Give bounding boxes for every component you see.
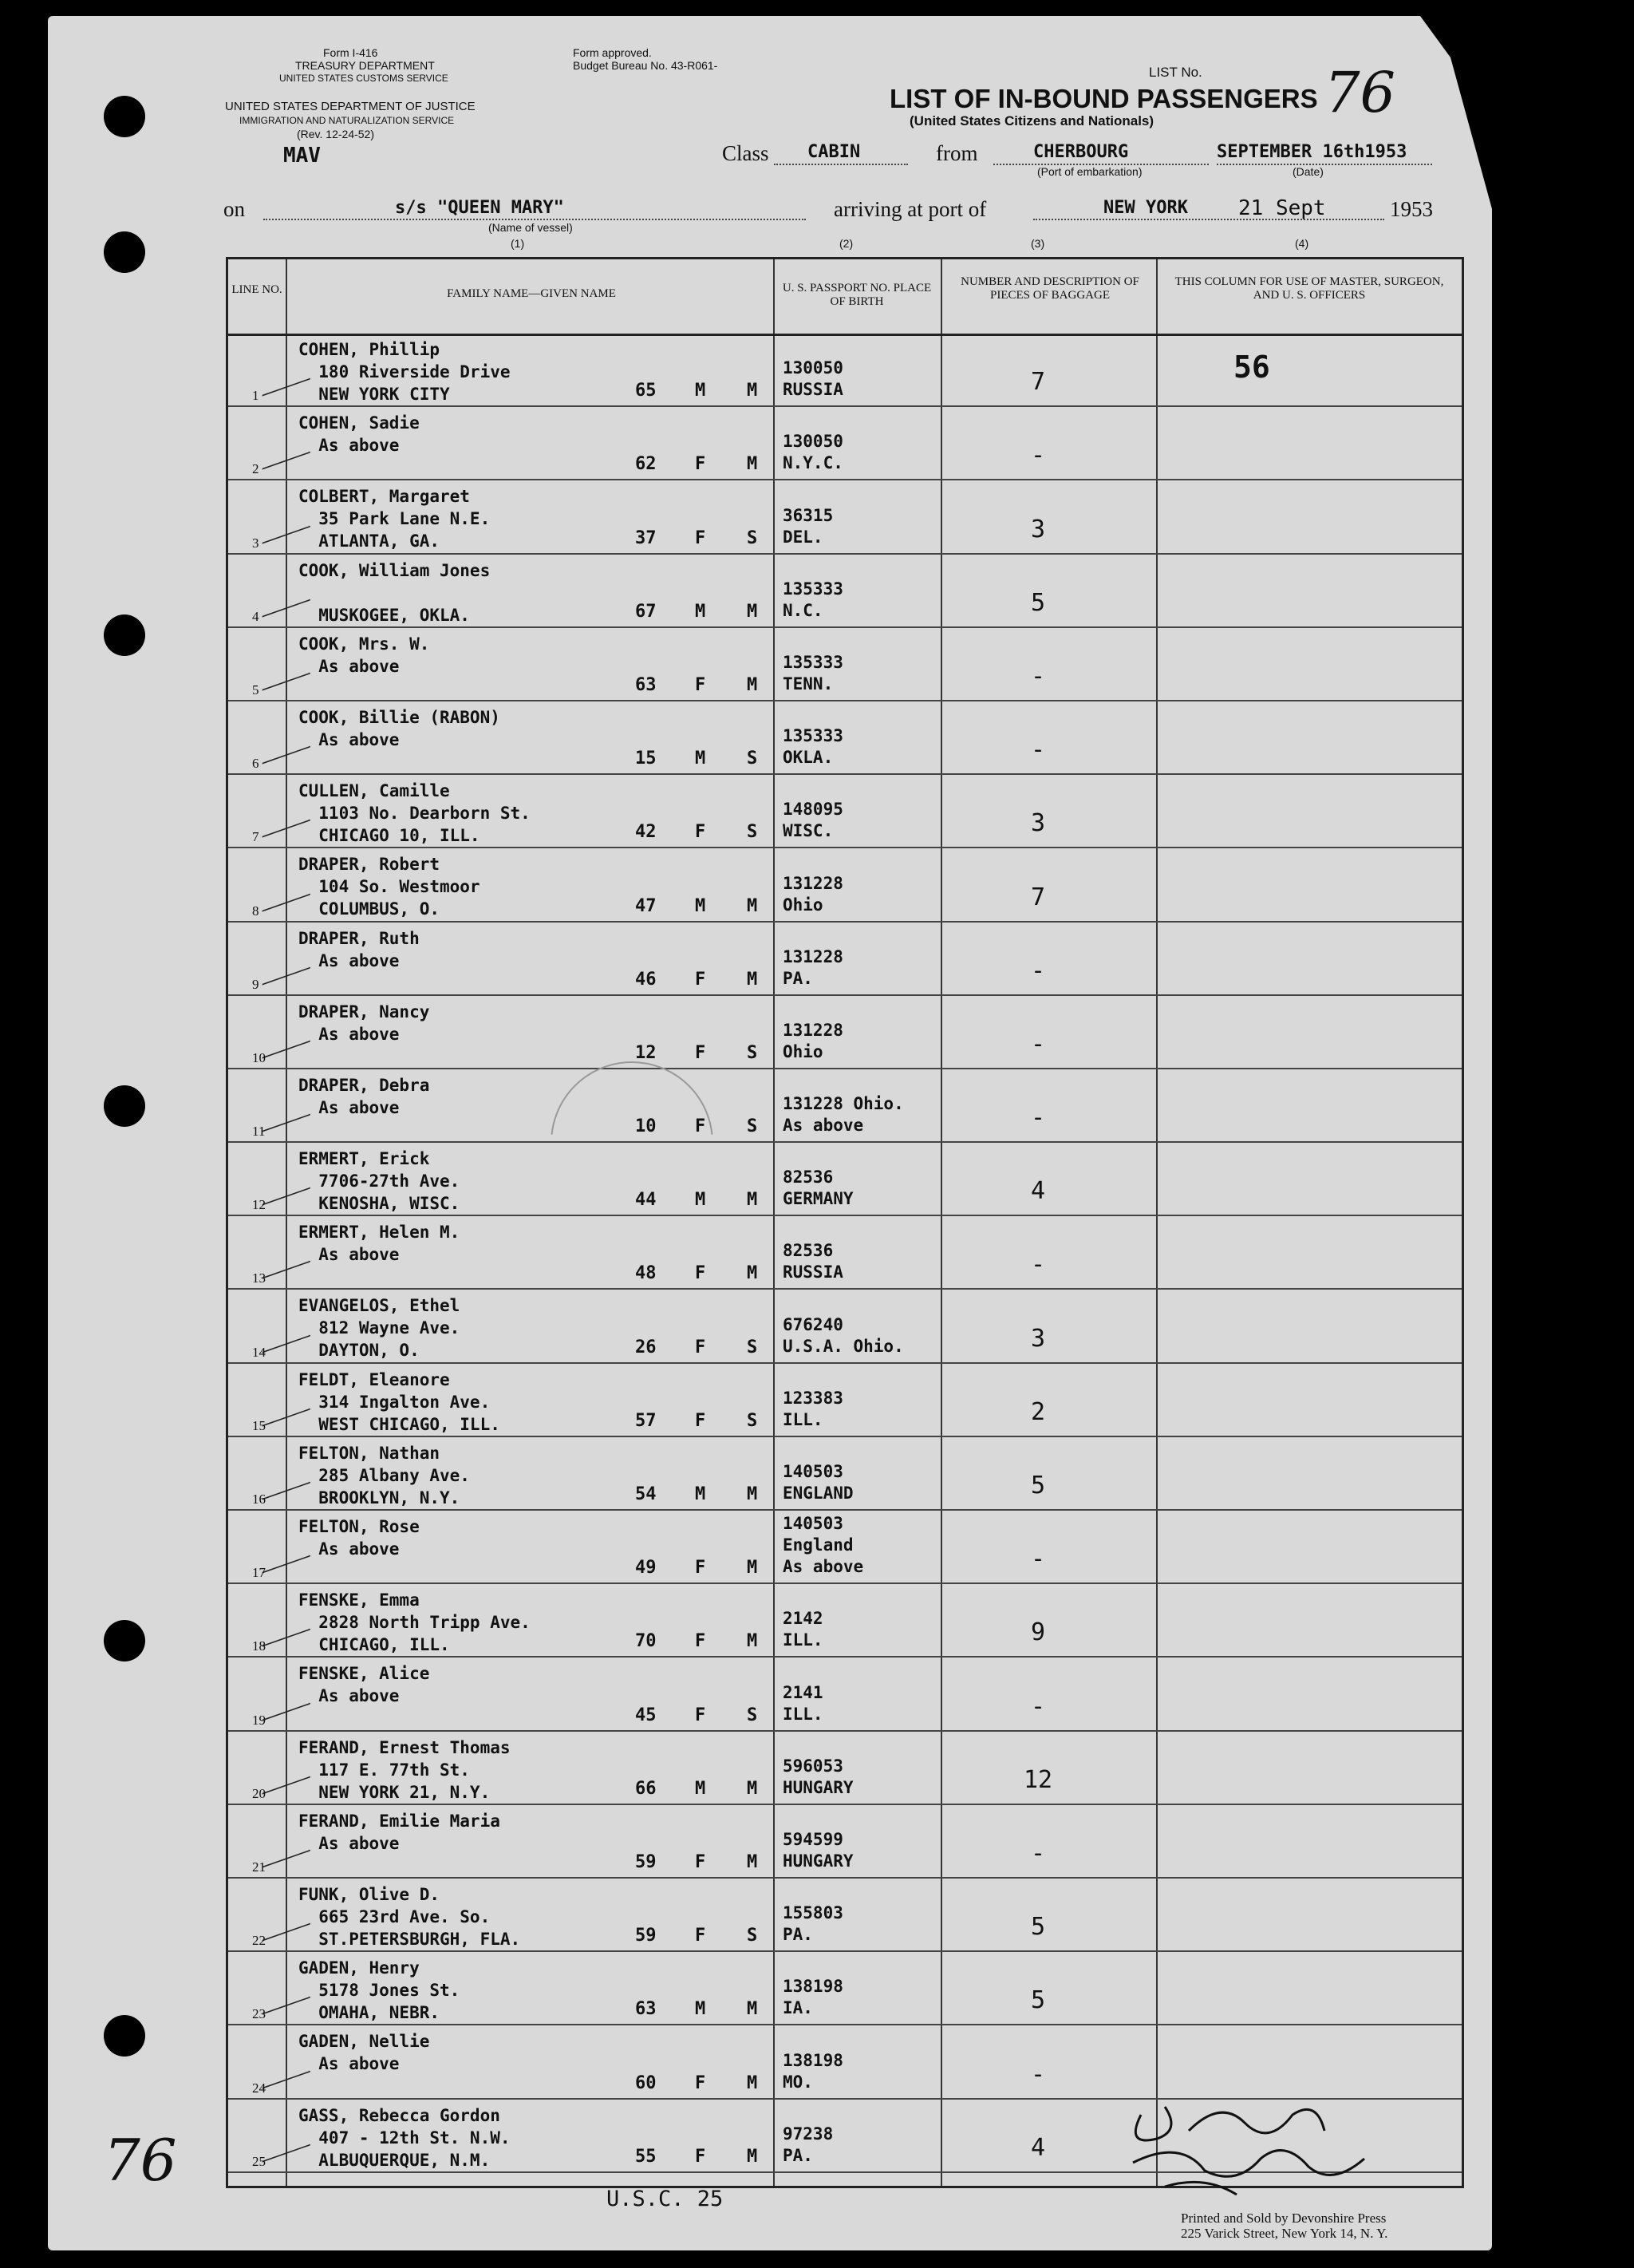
marital-status: S <box>747 1337 758 1357</box>
table-row <box>228 480 1462 554</box>
list-no-label: LIST No. <box>1149 65 1202 80</box>
passport-birthplace: 82536 RUSSIA <box>783 1241 843 1282</box>
marital-status: M <box>747 1631 758 1652</box>
vessel-value: s/s "QUEEN MARY" <box>395 198 564 218</box>
marital-status: S <box>747 1042 758 1063</box>
passenger-name-address: FENSKE, Emma 2828 North Tripp Ave. CHICAGO, ILL. <box>298 1590 531 1655</box>
form-number: Form I-416 <box>323 46 378 59</box>
sex: M <box>695 1999 706 2020</box>
punch-hole <box>104 614 145 656</box>
table-row <box>228 1879 1462 1952</box>
marital-status: M <box>747 1263 758 1284</box>
sex: M <box>695 1484 706 1504</box>
line-number: 3 <box>252 535 259 551</box>
line-number: 22 <box>252 1933 266 1949</box>
passport-birthplace: 123383 ILL. <box>783 1388 843 1429</box>
sex: F <box>695 1410 706 1431</box>
baggage-count: - <box>1030 956 1046 985</box>
line-number: 2 <box>252 461 259 477</box>
col-ref-4: (4) <box>1295 237 1309 250</box>
line-number: 24 <box>252 2080 266 2096</box>
handwritten-page-number: 76 <box>104 2127 177 2194</box>
baggage-count: 4 <box>1030 1177 1046 1206</box>
marital-status: M <box>747 674 758 695</box>
budget-bureau: Budget Bureau No. 43-R061- <box>573 59 718 72</box>
marital-status: M <box>747 895 758 916</box>
marital-status: M <box>747 1558 758 1579</box>
printer-imprint: Printed and Sold by Devonshire Press 225 Varick Street, New York 14, N. Y. <box>1181 2211 1388 2241</box>
passenger-name-address: FELTON, Nathan 285 Albany Ave. BROOKLYN, N.Y. <box>298 1443 470 1507</box>
passenger-name-address: DRAPER, Ruth As above <box>298 928 420 970</box>
table-body <box>228 334 1462 2173</box>
sex: M <box>695 1778 706 1799</box>
customs-service: UNITED STATES CUSTOMS SERVICE <box>279 73 448 84</box>
baggage-count: 5 <box>1030 588 1046 617</box>
sex: M <box>695 1190 706 1211</box>
passenger-table <box>226 257 1464 2188</box>
marital-status: M <box>747 1999 758 2020</box>
treasury-dept: TREASURY DEPARTMENT <box>295 59 435 72</box>
col-ref-3: (3) <box>1031 237 1045 250</box>
sex: F <box>695 1337 706 1357</box>
age: 63 <box>635 674 657 695</box>
age: 37 <box>635 527 657 548</box>
line-number: 21 <box>252 1859 266 1875</box>
baggage-count: 2 <box>1030 1397 1046 1426</box>
passenger-name-address: GASS, Rebecca Gordon 407 - 12th St. N.W. ALBUQUERQUE, N.M. <box>298 2105 511 2170</box>
baggage-count: - <box>1030 662 1046 690</box>
passport-birthplace: 131228 PA. <box>783 946 843 988</box>
baggage-count: 7 <box>1030 883 1046 911</box>
date-line <box>1217 164 1432 165</box>
passport-birthplace: 97238 PA. <box>783 2124 834 2165</box>
sex: M <box>695 601 706 622</box>
passenger-name-address: COHEN, Phillip 180 Riverside Drive NEW YORK CITY <box>298 340 511 404</box>
punch-hole <box>104 1085 145 1127</box>
baggage-count: 7 <box>1030 368 1046 397</box>
passport-birthplace: 2141 ILL. <box>783 1682 823 1724</box>
port-caption: (Port of embarkation) <box>1037 165 1143 178</box>
class-label: Class <box>722 141 769 165</box>
sex: F <box>695 1851 706 1872</box>
passport-birthplace: 138198 IA. <box>783 1977 843 2018</box>
baggage-count: - <box>1030 1104 1046 1132</box>
passport-birthplace: 138198 MO. <box>783 2050 843 2092</box>
marital-status: S <box>747 1116 758 1137</box>
line-number: 13 <box>252 1270 266 1286</box>
passenger-name-address: COOK, William Jones MUSKOGEE, OKLA. <box>298 560 491 625</box>
passenger-name-address: COLBERT, Margaret 35 Park Lane N.E. ATLANTA, GA. <box>298 487 491 551</box>
age: 63 <box>635 1999 657 2020</box>
passport-birthplace: 140503 ENGLAND <box>783 1462 854 1503</box>
baggage-count: 12 <box>1023 1765 1053 1794</box>
marital-status: M <box>747 1851 758 1872</box>
baggage-count: - <box>1030 1545 1046 1574</box>
marital-status: M <box>747 2146 758 2167</box>
baggage-count: 5 <box>1030 1472 1046 1499</box>
th-line-no: LINE NO. <box>231 283 282 296</box>
marital-status: S <box>747 1705 758 1725</box>
list-subtitle: (United States Citizens and Nationals) <box>910 113 1154 128</box>
table-row <box>228 1069 1462 1143</box>
marital-status: S <box>747 1926 758 1946</box>
sex: M <box>695 749 706 769</box>
baggage-count: 3 <box>1030 809 1046 838</box>
passport-birthplace: 676240 U.S.A. Ohio. <box>783 1314 904 1356</box>
vessel-line <box>263 219 806 220</box>
table-row <box>228 334 1462 407</box>
passenger-name-address: DRAPER, Debra As above <box>298 1075 430 1117</box>
passport-birthplace: 594599 HUNGARY <box>783 1829 854 1871</box>
marital-status: S <box>747 1410 758 1431</box>
age: 62 <box>635 454 657 475</box>
passenger-name-address: GADEN, Henry 5178 Jones St. OMAHA, NEBR. <box>298 1958 460 2023</box>
table-row <box>228 1584 1462 1658</box>
marital-status: M <box>747 1190 758 1211</box>
table-row <box>228 1658 1462 1731</box>
passenger-name-address: DRAPER, Robert 104 So. Westmoor COLUMBUS, O. <box>298 855 480 919</box>
form-code: U.S.C. 25 <box>606 2187 724 2211</box>
passenger-name-address: FENSKE, Alice As above <box>298 1664 430 1706</box>
sex: F <box>695 1042 706 1063</box>
passenger-name-address: FERAND, Ernest Thomas 117 E. 77th St. NEW YORK 21, N.Y. <box>298 1737 511 1802</box>
baggage-count: 3 <box>1030 515 1046 543</box>
marital-status: M <box>747 454 758 475</box>
baggage-count: - <box>1030 2060 1046 2088</box>
passenger-name-address: ERMERT, Erick 7706-27th Ave. KENOSHA, WISC. <box>298 1149 460 1214</box>
age: 45 <box>635 1705 657 1725</box>
doj-heading: UNITED STATES DEPARTMENT OF JUSTICE <box>225 100 476 113</box>
col-ref-2: (2) <box>839 237 854 250</box>
list-number-handwritten: 76 <box>1324 60 1396 125</box>
th-officers: THIS COLUMN FOR USE OF MASTER, SURGEON, AND U. S. OFFICERS <box>1174 275 1444 302</box>
on-label: on <box>223 197 245 221</box>
table-row <box>228 1143 1462 1216</box>
age: 59 <box>635 1851 657 1872</box>
marital-status: S <box>747 527 758 548</box>
sex: F <box>695 969 706 990</box>
sex: M <box>695 381 706 401</box>
age: 10 <box>635 1116 657 1137</box>
passenger-name-address: EVANGELOS, Ethel 812 Wayne Ave. DAYTON, O. <box>298 1296 460 1361</box>
sex: M <box>695 895 706 916</box>
age: 44 <box>635 1190 657 1211</box>
sex: F <box>695 1263 706 1284</box>
baggage-count: - <box>1030 1251 1046 1279</box>
passenger-name-address: FERAND, Emilie Maria As above <box>298 1811 500 1853</box>
sex: F <box>695 1558 706 1579</box>
baggage-count: - <box>1030 1029 1046 1058</box>
passport-birthplace: 82536 GERMANY <box>783 1168 854 1209</box>
passport-birthplace: 596053 HUNGARY <box>783 1756 854 1797</box>
ins-heading: IMMIGRATION AND NATURALIZATION SERVICE <box>239 115 455 126</box>
baggage-count: 3 <box>1030 1324 1046 1353</box>
arriving-label: arriving at port of <box>834 197 987 221</box>
line-number: 5 <box>252 682 259 697</box>
table-row <box>228 1732 1462 1805</box>
line-number: 15 <box>252 1417 266 1433</box>
baggage-count: - <box>1030 1839 1046 1867</box>
punch-hole <box>104 231 145 273</box>
age: 70 <box>635 1631 657 1652</box>
passport-birthplace: 135333 TENN. <box>783 652 843 693</box>
age: 12 <box>635 1042 657 1063</box>
sex: F <box>695 527 706 548</box>
table-row <box>228 1952 1462 2025</box>
sex: F <box>695 454 706 475</box>
age: 59 <box>635 1926 657 1946</box>
line-number: 20 <box>252 1785 266 1801</box>
passenger-name-address: FELDT, Eleanore 314 Ingalton Ave. WEST CHICAGO, ILL. <box>298 1369 500 1434</box>
age: 26 <box>635 1337 657 1357</box>
vessel-caption: (Name of vessel) <box>488 221 573 234</box>
table-row <box>228 1364 1462 1437</box>
port-line <box>1033 219 1384 220</box>
passport-birthplace: 140503 England As above <box>783 1514 864 1577</box>
punch-hole <box>104 2015 145 2057</box>
mav-mark: MAV <box>283 144 321 168</box>
age: 55 <box>635 2146 657 2167</box>
sex: F <box>695 1926 706 1946</box>
table-row <box>228 555 1462 628</box>
passport-birthplace: 130050 N.Y.C. <box>783 432 843 473</box>
passport-birthplace: 155803 PA. <box>783 1903 843 1945</box>
age: 60 <box>635 2072 657 2093</box>
sex: F <box>695 1705 706 1725</box>
marital-status: S <box>747 822 758 843</box>
from-value: CHERBOURG <box>1033 142 1129 162</box>
table-row <box>228 848 1462 922</box>
table-row <box>228 1805 1462 1879</box>
marital-status: S <box>747 749 758 769</box>
baggage-count: 4 <box>1030 2133 1046 2162</box>
age: 54 <box>635 1484 657 1504</box>
line-number: 14 <box>252 1344 266 1360</box>
table-row <box>228 1511 1462 1584</box>
age: 66 <box>635 1778 657 1799</box>
passenger-name-address: FUNK, Olive D. 665 23rd Ave. So. ST.PETERSBURGH, FLA. <box>298 1884 521 1949</box>
date-value: SEPTEMBER 16th1953 <box>1217 142 1407 162</box>
date-caption: (Date) <box>1293 165 1324 178</box>
age: 15 <box>635 749 657 769</box>
passenger-name-address: COOK, Billie (RABON) As above <box>298 707 500 749</box>
line-number: 8 <box>252 903 259 919</box>
sex: F <box>695 2072 706 2093</box>
passenger-name-address: GADEN, Nellie As above <box>298 2032 430 2074</box>
table-row <box>228 628 1462 701</box>
list-title: LIST OF IN-BOUND PASSENGERS <box>890 84 1318 113</box>
line-number: 19 <box>252 1712 266 1728</box>
marital-status: M <box>747 381 758 401</box>
age: 65 <box>635 381 657 401</box>
sex: F <box>695 822 706 843</box>
table-row <box>228 1437 1462 1511</box>
port-value: NEW YORK <box>1103 198 1188 218</box>
punch-hole <box>104 96 145 137</box>
baggage-count: 9 <box>1030 1618 1046 1647</box>
th-name: FAMILY NAME—GIVEN NAME <box>447 287 616 300</box>
table-row <box>228 1216 1462 1290</box>
baggage-count: - <box>1030 1692 1046 1721</box>
passport-birthplace: 36315 DEL. <box>783 505 834 547</box>
passport-birthplace: 130050 RUSSIA <box>783 358 843 400</box>
passenger-name-address: FELTON, Rose As above <box>298 1517 420 1559</box>
revision: (Rev. 12-24-52) <box>297 128 375 140</box>
class-value: CABIN <box>807 142 861 162</box>
line-number: 7 <box>252 829 259 845</box>
marital-status: M <box>747 601 758 622</box>
baggage-count: - <box>1030 441 1046 470</box>
class-line <box>774 164 908 165</box>
passport-birthplace: 2142 ILL. <box>783 1609 823 1650</box>
line-number: 17 <box>252 1565 266 1581</box>
form-approved: Form approved. <box>573 46 652 59</box>
table-row <box>228 923 1462 996</box>
line-number: 9 <box>252 976 259 992</box>
officer-note: 56 <box>1233 350 1270 385</box>
age: 67 <box>635 601 657 622</box>
passenger-name-address: COHEN, Sadie As above <box>298 413 420 456</box>
from-label: from <box>936 141 978 165</box>
table-row <box>228 996 1462 1069</box>
table-row <box>228 407 1462 480</box>
baggage-count: 5 <box>1030 1986 1046 2015</box>
age: 47 <box>635 895 657 916</box>
line-number: 25 <box>252 2153 266 2169</box>
th-baggage: NUMBER AND DESCRIPTION OF PIECES OF BAGGAGE <box>961 275 1139 302</box>
th-passport: U. S. PASSPORT NO. PLACE OF BIRTH <box>782 282 932 308</box>
table-row <box>228 775 1462 848</box>
age: 48 <box>635 1263 657 1284</box>
sex: F <box>695 1116 706 1137</box>
line-number: 10 <box>252 1049 266 1065</box>
passenger-name-address: ERMERT, Helen M. As above <box>298 1223 460 1265</box>
sex: F <box>695 2146 706 2167</box>
line-number: 1 <box>252 388 259 404</box>
age: 49 <box>635 1558 657 1579</box>
baggage-count: - <box>1030 736 1046 765</box>
passenger-name-address: CULLEN, Camille 1103 No. Dearborn St. CHICAGO 10, ILL. <box>298 781 531 846</box>
age: 42 <box>635 822 657 843</box>
col-ref-1: (1) <box>511 237 525 250</box>
marital-status: M <box>747 969 758 990</box>
passenger-name-address: COOK, Mrs. W. As above <box>298 634 430 676</box>
baggage-count: 5 <box>1030 1913 1046 1942</box>
line-number: 6 <box>252 756 259 772</box>
punch-hole <box>104 1620 145 1661</box>
passport-birthplace: 131228 Ohio <box>783 1020 843 1061</box>
marital-status: M <box>747 1484 758 1504</box>
passport-birthplace: 135333 OKLA. <box>783 726 843 768</box>
sex: F <box>695 1631 706 1652</box>
passenger-name-address: DRAPER, Nancy As above <box>298 1002 430 1044</box>
line-number: 4 <box>252 608 259 624</box>
age: 46 <box>635 969 657 990</box>
line-number: 23 <box>252 2006 266 2022</box>
line-number: 16 <box>252 1492 266 1507</box>
passport-birthplace: 148095 WISC. <box>783 800 843 841</box>
table-row <box>228 701 1462 775</box>
passport-birthplace: 131228 Ohio. As above <box>783 1094 904 1136</box>
line-number: 12 <box>252 1197 266 1213</box>
marital-status: M <box>747 2072 758 2093</box>
passport-birthplace: 135333 N.C. <box>783 579 843 620</box>
table-row <box>228 1290 1462 1363</box>
sex: F <box>695 674 706 695</box>
age: 57 <box>635 1410 657 1431</box>
line-number: 11 <box>252 1124 266 1140</box>
arrive-date: 21 Sept <box>1238 196 1326 220</box>
line-number: 18 <box>252 1638 266 1654</box>
marital-status: M <box>747 1778 758 1799</box>
year-value: 1953 <box>1390 197 1433 221</box>
passport-birthplace: 131228 Ohio <box>783 873 843 915</box>
officer-signature <box>1109 2083 1396 2203</box>
